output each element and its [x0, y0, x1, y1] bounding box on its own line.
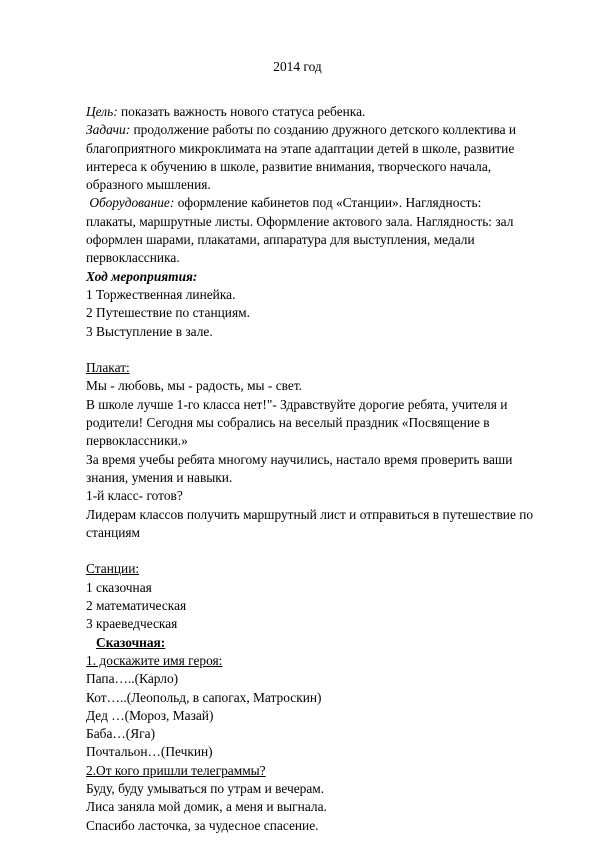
equipment-line-3: оформлен шарами, плакатами, аппаратура для выступления, медали — [86, 232, 475, 248]
poster-line-4: первоклассники.» — [86, 433, 188, 449]
tasks-line-1 — [86, 121, 556, 139]
tasks-text-1: продолжение работы по созданию дружного детского коллектива и — [130, 122, 517, 138]
poster-line-2: В школе лучше 1-го класса нет!"- Здравствуйте дорогие ребята, учителя и — [86, 396, 508, 412]
telegram-line: Спасибо ласточка, за чудесное спасение. — [86, 817, 319, 833]
station-item: 2 математическая — [86, 598, 187, 614]
course-label: Ход мероприятия: — [86, 268, 198, 284]
tasks-line-2: благоприятного микроклимата на этапе адаптации детей в школе, развитие — [86, 140, 515, 156]
telegram-line: Буду, буду умываться по утрам и вечерам. — [86, 780, 325, 796]
telegram-line: Лиса заняла мой домик, а меня и выгнала. — [86, 799, 327, 815]
tasks-line-4: образного мышления. — [86, 177, 211, 193]
poster-line-9: станциям — [86, 524, 141, 540]
poster-line-7: 1-й класс- готов? — [86, 488, 183, 504]
poster-line-5: За время учебы ребята многому научились, настало время проверить ваши — [86, 451, 513, 467]
fairy-question-2: 2.От кого пришли телеграммы? — [86, 762, 266, 778]
poster-line-1: Мы - любовь, мы - радость, мы - свет. — [86, 378, 303, 394]
fairy-question-1: 1. доскажите имя героя: — [86, 652, 223, 668]
station-item: 1 сказочная — [86, 579, 152, 595]
goal-line — [86, 103, 556, 121]
equipment-line-2: плакаты, маршрутные листы. Оформление актового зала. Наглядность: зал — [86, 213, 514, 229]
poster-line-8: Лидерам классов получить маршрутный лист и отправиться в путешествие по — [86, 506, 534, 522]
course-item: 2 Путешествие по станциям. — [86, 305, 250, 321]
tasks-label: Задачи: — [86, 122, 131, 138]
fairy-title-line — [86, 634, 556, 652]
goal-text: показать важность нового статуса ребенка. — [117, 104, 366, 119]
spacer — [86, 341, 556, 359]
course-item: 3 Выступление в зале. — [86, 323, 213, 339]
fairy-answer: Почтальон…(Печкин) — [86, 744, 213, 760]
tasks-line-3: интереса к обучению в школе, развитие внимания, творческого начала, — [86, 158, 492, 174]
year-heading: 2014 год — [273, 59, 322, 74]
fairy-title: Сказочная: — [96, 634, 166, 650]
document-body — [86, 103, 556, 835]
stations-label: Станции: — [86, 561, 140, 577]
poster-line-3: родители! Сегодня мы собрались на веселый праздник «Посвящение в — [86, 415, 490, 431]
fairy-answer: Баба…(Яга) — [86, 726, 156, 742]
equipment-label: Оборудование: — [89, 195, 175, 211]
fairy-answer: Папа…..(Карло) — [86, 671, 179, 687]
goal-label: Цель: — [86, 104, 118, 119]
spacer — [86, 542, 556, 560]
poster-line-6: знания, умения и навыки. — [86, 469, 233, 485]
fairy-answer: Дед …(Мороз, Мазай) — [86, 707, 214, 723]
equipment-line-1 — [86, 194, 556, 212]
equipment-line-4: первоклассника. — [86, 250, 180, 266]
poster-label: Плакат: — [86, 360, 130, 376]
station-item: 3 краеведческая — [86, 616, 178, 632]
equipment-text-1: оформление кабинетов под «Станции». Наглядность: — [174, 195, 482, 211]
fairy-answer: Кот…..(Леопольд, в сапогах, Матроскин) — [86, 689, 322, 705]
course-item: 1 Торжественная линейка. — [86, 286, 236, 302]
